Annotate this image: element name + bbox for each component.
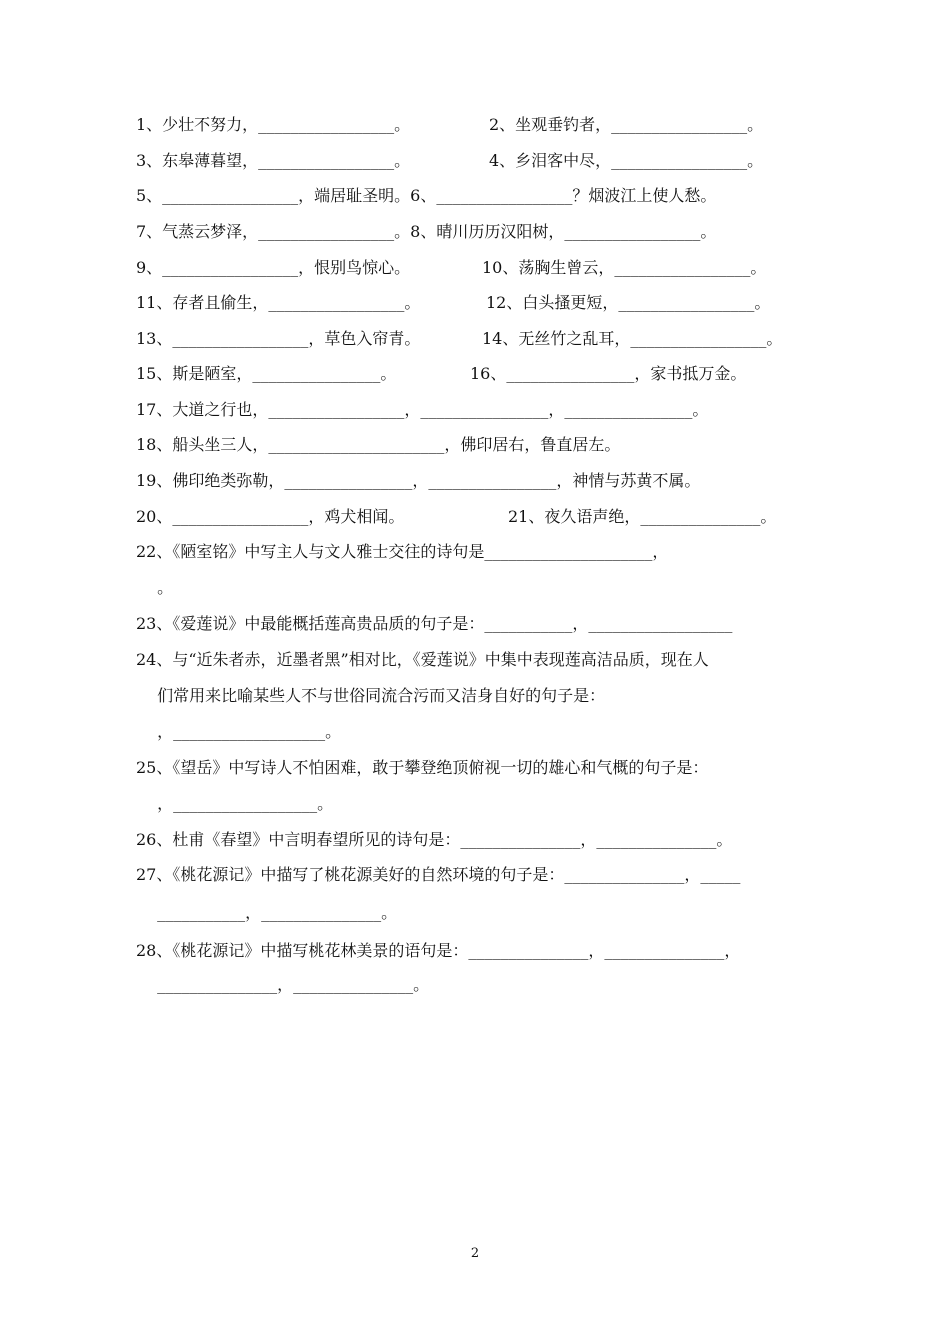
question-left: 。 [136,578,174,597]
question-line [136,720,816,744]
question-left: ，___________________。 [136,722,342,741]
question-line [136,256,816,280]
page-number: 2 [470,1246,480,1261]
question-line [136,149,816,173]
question-line [136,648,816,672]
question-line [136,433,816,457]
question-line [136,828,816,852]
question-line [136,756,816,780]
question-left: 15、斯是陋室，________________。 [136,364,397,383]
question-line [136,901,816,925]
question-right: 2、坐观垂钓者，_________________。 [489,115,764,134]
question-line [136,469,816,493]
question-left: ，__________________。 [136,794,334,813]
question-left: 24、与“近朱者赤，近墨者黑”相对比，《爱莲说》中集中表现莲高洁品质，现在人 [136,650,709,669]
question-line [136,612,816,636]
question-left: 1、少壮不努力，_________________。 [136,115,411,134]
question-line [136,291,816,315]
question-right: 16、________________，家书抵万金。 [470,364,747,383]
question-line [136,184,816,208]
question-left: ___________，_______________。 [136,903,398,922]
question-line [136,792,816,816]
question-right: 21、夜久语声绝，_______________。 [508,507,777,526]
question-line [136,220,816,244]
question-right: 14、无丝竹之乱耳，_________________。 [482,329,783,348]
question-left: 7、气蒸云梦泽，_________________。8、晴川历历汉阳树，_________________。 [136,222,717,241]
question-left: 25、《望岳》中写诗人不怕困难，敢于攀登绝顶俯视一切的雄心和气概的句子是： [136,758,709,777]
question-line [136,939,816,963]
question-line [136,540,816,564]
question-left: 18、船头坐三人，______________________，佛印居右，鲁直居左。 [136,435,621,454]
question-left: 23、《爱莲说》中最能概括莲高贵品质的句子是：___________，__________________ [136,614,733,633]
question-line [136,684,816,708]
question-line [136,113,816,137]
question-left: 20、_________________，鸡犬相闻。 [136,507,405,526]
question-line [136,973,816,997]
question-line [136,576,816,600]
question-left: 17、大道之行也，_________________，________________，________________。 [136,400,709,419]
question-right: 12、白头搔更短，_________________。 [486,293,771,312]
question-left: 5、_________________，端居耻圣明。6、_________________？烟波江上使人愁。 [136,186,717,205]
question-line [136,863,816,887]
question-left: 27、《桃花源记》中描写了桃花源美好的自然环境的句子是：_______________，_____ [136,865,741,884]
question-left: 11、存者且偷生，_________________。 [136,293,421,312]
question-left: 26、杜甫《春望》中言明春望所见的诗句是：_______________，_______________。 [136,830,733,849]
question-left: 22、《陋室铭》中写主人与文人雅士交往的诗句是_____________________， [136,542,669,561]
question-line [136,505,816,529]
question-left: 9、_________________，恨别鸟惊心。 [136,258,411,277]
question-left: 13、_________________，草色入帘青。 [136,329,421,348]
question-line [136,327,816,351]
question-line [136,362,816,386]
question-right: 10、荡胸生曾云，_________________。 [482,258,767,277]
question-left: 19、佛印绝类弥勒，________________，________________，神情与苏黄不属。 [136,471,701,490]
question-left: 28、《桃花源记》中描写桃花林美景的语句是：_______________，_______________， [136,941,741,960]
question-left: _______________，_______________。 [136,975,430,994]
question-line [136,398,816,422]
question-right: 4、乡泪客中尽，_________________。 [489,151,764,170]
question-left: 们常用来比喻某些人不与世俗同流合污而又洁身自好的句子是： [136,686,606,705]
question-left: 3、东皋薄暮望，_________________。 [136,151,411,170]
